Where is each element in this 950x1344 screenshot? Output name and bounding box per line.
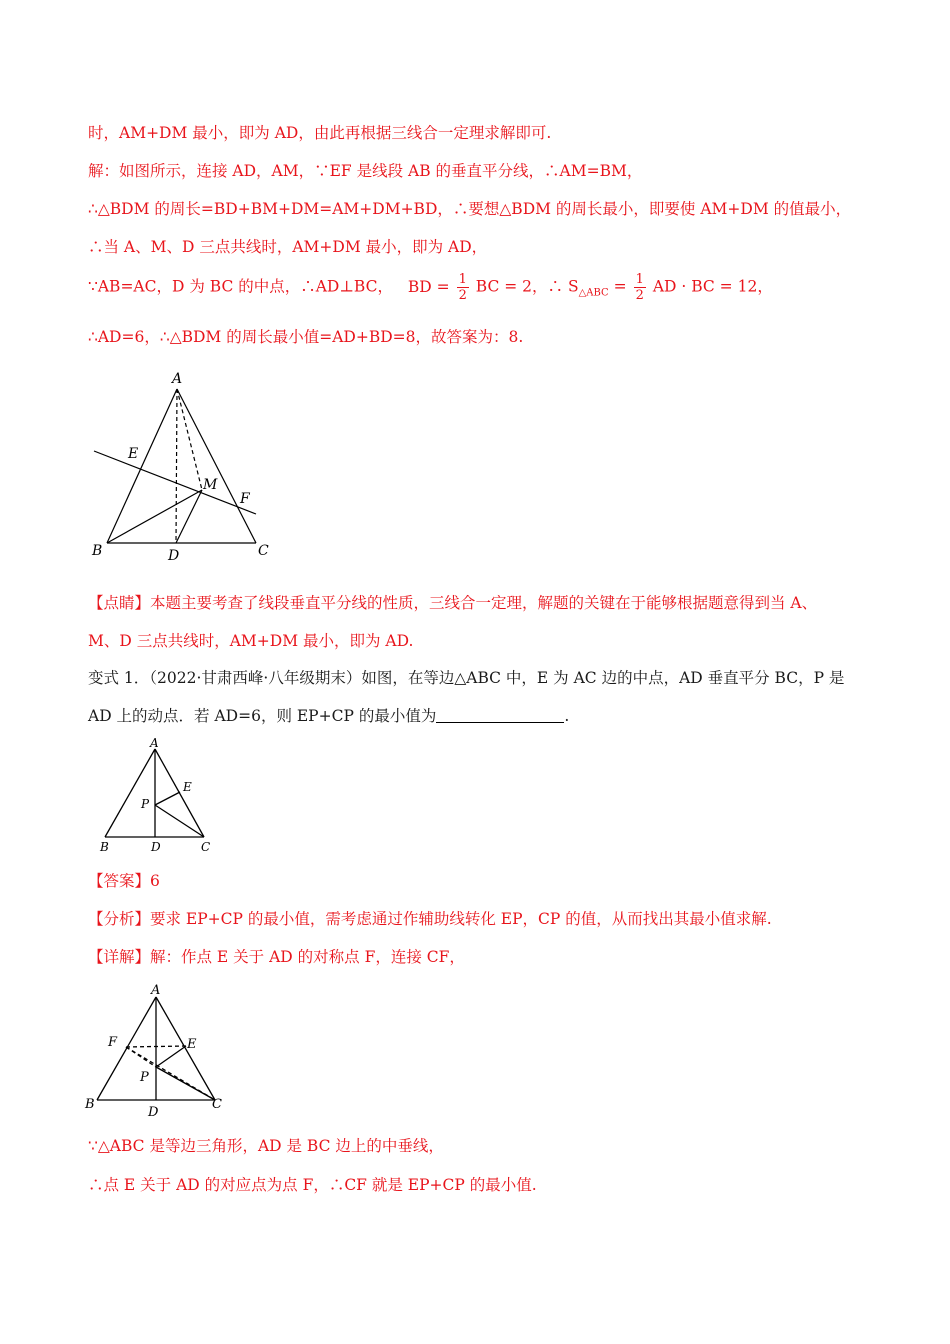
label-p: P [140,1070,149,1085]
label-c: C [201,840,211,854]
side-ab [107,389,177,543]
final-line2: ∴点 E 关于 AD 的对应点为点 F，∴CF 就是 EP+CP 的最小值. [88,1176,537,1194]
label-a: A [150,736,159,750]
segment-pe [155,792,180,805]
label-a: A [151,983,161,998]
side-ab [105,749,155,837]
line4-sub: △ABC [578,287,609,299]
detail1-line1: 解：如图所示，连接 AD，AM，∵EF 是线段 AB 的垂直平分线，∴AM=BM， [88,162,643,180]
line4-a: ∵AB=AC，D 为 BC 的中点，∴AD⊥BC， [88,277,393,296]
line4-eq: = [613,277,627,296]
label-b: B [92,543,103,559]
label-e: E [183,780,192,794]
segment-pc [155,805,204,837]
label-c: C [212,1097,222,1112]
line4-bd: BD = [407,277,450,296]
label-p: P [141,797,150,811]
line4-s: S [567,277,579,296]
label-f: F [240,491,250,507]
label-m: M [203,477,218,493]
figure-1-triangle [84,365,284,565]
line4-bc: BC = 2，∴ [475,277,564,296]
segment-fe-dashed [126,1046,186,1047]
segment-fp-dashed [126,1047,156,1067]
answer: 【答案】6 [88,872,160,890]
final-line1: ∵△ABC 是等边三角形，AD 是 BC 边上的中垂线， [88,1137,444,1155]
comment-line2: M、D 三点共线时，AM+DM 最小，即为 AD. [88,632,414,650]
segment-ad-dashed [176,389,177,543]
answer-blank [436,706,564,723]
label-d: D [168,548,180,564]
label-f: F [108,1035,118,1050]
figure-3-triangle [80,980,230,1120]
variant-line1: 变式 1．（2022·甘肃西峰·八年级期末）如图，在等边△ABC 中，E 为 AC 边的中点，AD 垂直平分 BC，P 是 [88,669,845,687]
label-d: D [151,840,161,854]
fraction-half-1: $\frac{1}{2}$ [458,272,467,303]
label-e: E [128,446,139,462]
label-a: A [172,371,183,387]
detail1-line4 [88,272,773,305]
label-e: E [187,1037,197,1052]
label-c: C [258,543,269,559]
analysis-tail: 时，AM+DM 最小，即为 AD，由此再根据三线合一定理求解即可. [88,124,552,142]
segment-dm [176,490,202,543]
detail2: 【详解】解：作点 E 关于 AD 的对称点 F，连接 CF， [88,948,465,966]
side-ac [177,389,256,543]
label-b: B [85,1097,95,1112]
comment-line1: 【点睛】本题主要考查了线段垂直平分线的性质，三线合一定理，解题的关键在于能够根据题意得到当 A、 [88,594,818,612]
segment-bm [107,490,202,543]
figure-2-triangle [96,735,221,855]
analysis2: 【分析】要求 EP+CP 的最小值，需考虑通过作辅助线转化 EP，CP 的值，从而找出其最小值求解. [88,910,772,928]
label-d: D [148,1105,159,1120]
label-b: B [100,840,109,854]
line4-tail: AD · BC = 12， [652,277,773,296]
detail1-line3: ∴当 A、M、D 三点共线时，AM+DM 最小，即为 AD， [88,238,488,256]
detail1-line2: ∴△BDM 的周长=BD+BM+DM=AM+DM+BD，∴要想△BDM 的周长最小，即要使 AM+DM 的值最小， [88,200,852,218]
side-ac [155,749,204,837]
segment-am-dashed [177,389,202,490]
variant-line2: AD 上的动点．若 AD=6，则 EP+CP 的最小值为 . [88,707,570,725]
side-ac [156,997,215,1100]
segment-pe [156,1046,186,1067]
fraction-half-2: $\frac{1}{2}$ [635,272,644,303]
detail1-line5: ∴AD=6，∴△BDM 的周长最小值=AD+BD=8，故答案为：8. [88,328,524,346]
